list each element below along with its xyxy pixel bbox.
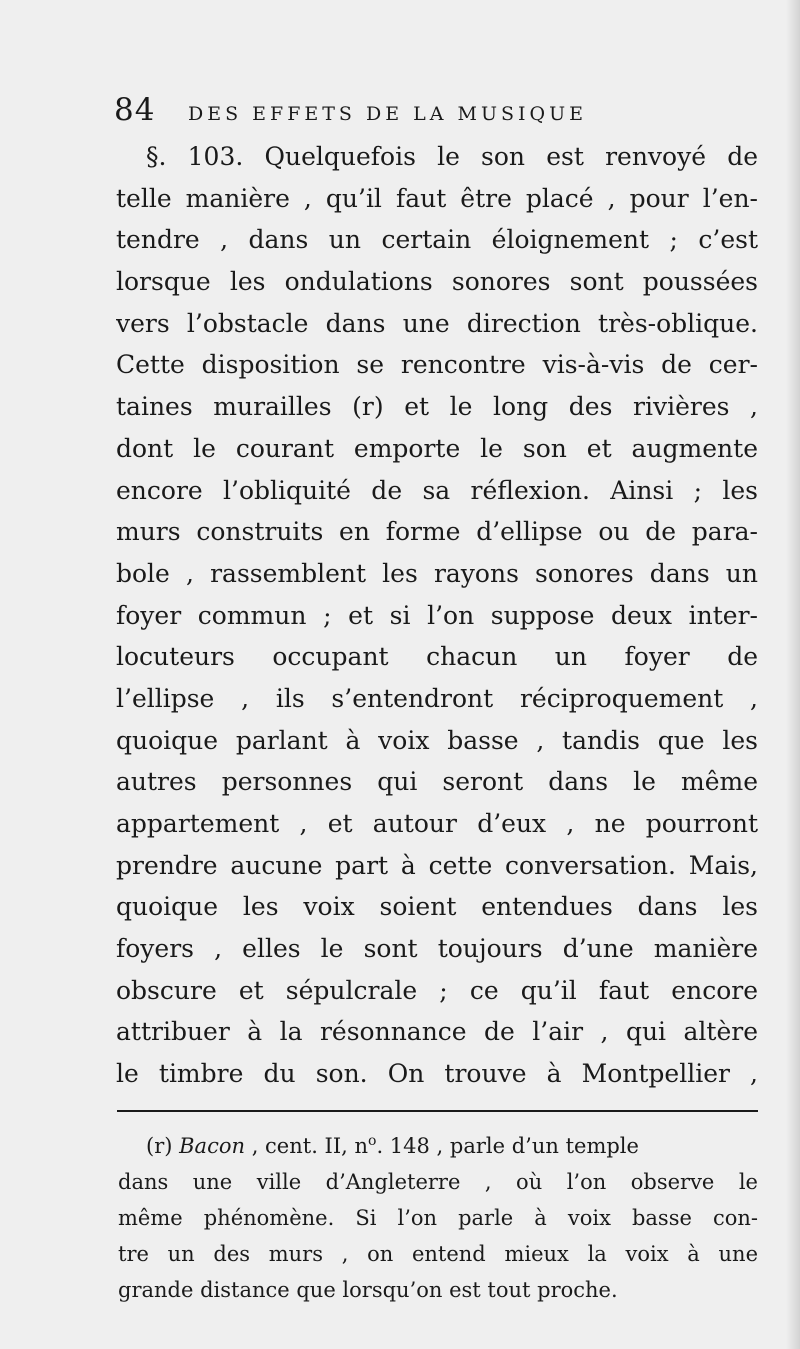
text-line: foyer commun ; et si l’on suppose deux inter-	[116, 600, 758, 630]
footnote-line: dans une ville d’Angleterre , où l’on observe le	[118, 1170, 758, 1194]
footnote-ref-end: . 148 , parle d’un temple	[376, 1134, 639, 1158]
page-number: 84	[114, 92, 156, 128]
text-line: telle manière , qu’il faut être placé , pour l’en-	[116, 183, 758, 213]
text-line: dont le courant emporte le son et augmente	[116, 433, 758, 463]
text-line: appartement , et autour d’eux , ne pourront	[116, 809, 758, 838]
page-header	[114, 92, 754, 126]
footnote-line: tre un des murs , on entend mieux la voix à une	[118, 1242, 758, 1266]
footnote-first-line	[118, 1128, 758, 1164]
text-line: Cette disposition se rencontre vis-à-vis de cer-	[116, 350, 758, 380]
text-line: autres personnes qui seront dans le même	[116, 767, 758, 797]
text-line: tendre , dans un certain éloignement ; c’est	[116, 225, 758, 255]
text-line: murs construits en forme d’ellipse ou de para-	[116, 517, 758, 547]
text-line: locuteurs occupant chacun un foyer de	[116, 642, 758, 672]
text-line: bole , rassemblent les rayons sonores dans un	[116, 558, 758, 588]
page-edge-shadow	[786, 0, 800, 1349]
footnote-line: même phénomène. Si l’on parle à voix basse con-	[118, 1206, 758, 1230]
text-line: l’ellipse , ils s’entendront réciproquement ,	[116, 683, 758, 713]
footnote-ref-sup: o	[368, 1133, 377, 1149]
text-line: vers l’obstacle dans une direction très-oblique.	[116, 308, 758, 338]
text-line: le timbre du son. On trouve à Montpellier ,	[116, 1059, 758, 1089]
text-line: obscure et sépulcrale ; ce qu’il faut encore	[116, 975, 758, 1005]
text-line: taines murailles (r) et le long des rivières ,	[116, 392, 758, 422]
text-line: §. 103. Quelquefois le son est renvoyé de	[146, 142, 758, 171]
text-line: attribuer à la résonnance de l’air , qui altère	[116, 1017, 758, 1047]
footnote-line: grande distance que lorsqu’on est tout proche.	[118, 1278, 618, 1302]
text-line: prendre aucune part à cette conversation. Mais,	[116, 850, 758, 880]
body-text	[116, 136, 758, 1095]
text-line: quoique les voix soient entendues dans les	[116, 892, 758, 922]
text-line: lorsque les ondulations sonores sont poussées	[116, 267, 758, 297]
text-line: encore l’obliquité de sa réflexion. Ainsi ; les	[116, 475, 758, 505]
text-line: foyers , elles le sont toujours d’une manière	[116, 934, 758, 964]
footnote-author: Bacon	[179, 1134, 246, 1158]
running-title: DES EFFETS DE LA MUSIQUE	[188, 103, 587, 125]
footnote-ref-start: , cent. II, n	[245, 1134, 369, 1158]
footnote-rule	[117, 1110, 758, 1112]
footnote-marker: (r)	[146, 1134, 173, 1158]
text-line: quoique parlant à voix basse , tandis que les	[116, 725, 758, 755]
footnote	[118, 1128, 758, 1308]
